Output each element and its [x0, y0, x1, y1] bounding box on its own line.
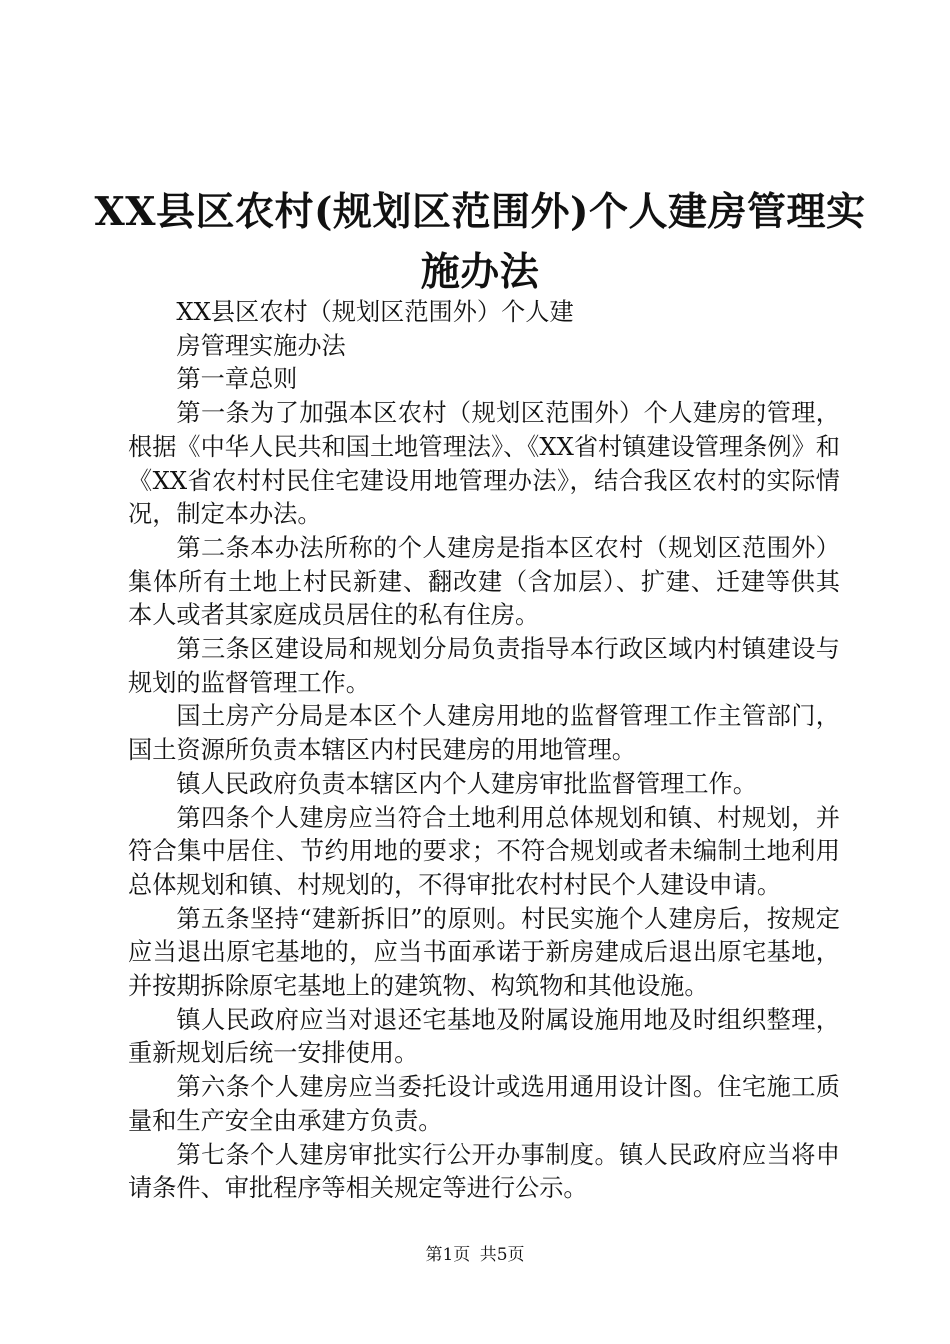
article-6: 第六条个人建房应当委托设计或选用通用设计图。住宅施工质量和生产安全由承建方负责。: [128, 1073, 840, 1135]
paragraph-subtitle-line-2: 房管理实施办法: [176, 331, 346, 360]
document-title: XX县区农村(规划区范围外)个人建房管理实施办法: [94, 189, 866, 295]
article-3-paragraph-3: 镇人民政府负责本辖区内个人建房审批监督管理工作。: [176, 769, 757, 798]
article-5: 第五条坚持“建新拆旧”的原则。村民实施个人建房后，按规定应当退出原宅基地的，应当书面承诺于新房建成后退出原宅基地，并按期拆除原宅基地上的建筑物、构筑物和其他设施。: [128, 904, 840, 1001]
article-5-paragraph-2: 镇人民政府应当对退还宅基地及附属设施用地及时组织整理，重新规划后统一安排使用。: [128, 1005, 840, 1068]
chapter-heading: 第一章总则: [176, 365, 298, 394]
article-1: 第一条为了加强本区农村（规划区范围外）个人建房的管理，根据《中华人民共和国土地管理法》、《XX省村镇建设管理条例》和《XX省农村村民住宅建设用地管理办法》，结合我区农村的实际情况，制定本办法。: [128, 399, 840, 529]
article-2: 第二条本办法所称的个人建房是指本区农村（规划区范围外）集体所有土地上村民新建、翻改建（含加层）、扩建、迁建等供其本人或者其家庭成员居住的私有住房。: [128, 533, 840, 630]
page-total: 共5页: [479, 1245, 525, 1265]
page-footer: [0, 1243, 950, 1267]
article-4: 第四条个人建房应当符合土地利用总体规划和镇、村规划，并符合集中居住、节约用地的要求；不符合规划或者未编制土地利用总体规划和镇、村规划的，不得审批农村村民个人建设申请。: [128, 803, 840, 899]
article-7: 第七条个人建房审批实行公开办事制度。镇人民政府应当将申请条件、审批程序等相关规定等进行公示。: [128, 1140, 840, 1203]
article-3-paragraph-2: 国土房产分局是本区个人建房用地的监督管理工作主管部门，国土资源所负责本辖区内村民建房的用地管理。: [128, 702, 840, 765]
page-number: 第1页: [425, 1245, 471, 1265]
document-body: [128, 296, 840, 1206]
article-3: 第三条区建设局和规划分局负责指导本行政区域内村镇建设与规划的监督管理工作。: [128, 635, 840, 697]
paragraph-subtitle-line-1: XX县区农村（规划区范围外）个人建: [176, 298, 574, 326]
